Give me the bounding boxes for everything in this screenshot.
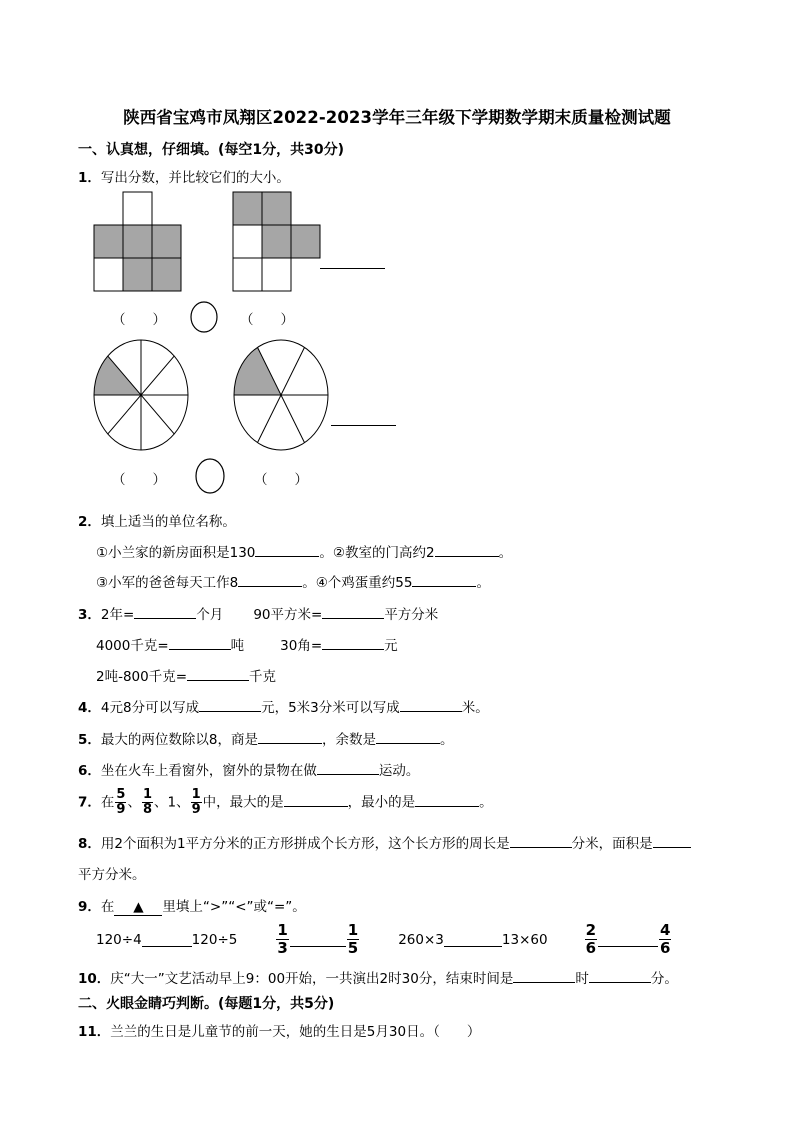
answer-blank[interactable] xyxy=(589,968,651,983)
section-1-heading: 一、认真想，仔细填。(每空1分，共30分) xyxy=(78,142,345,158)
answer-paren-3[interactable]: （ ） xyxy=(112,472,166,488)
fraction-1-5 xyxy=(347,922,359,957)
answer-paren-1[interactable]: （ ） xyxy=(112,312,166,328)
question-number: 9． xyxy=(78,899,101,915)
text: 30角= xyxy=(280,638,323,654)
shaded-circle-1 xyxy=(94,340,190,452)
compare-circle-2[interactable] xyxy=(195,457,227,497)
text: 平方分米 xyxy=(384,607,439,623)
answer-blank[interactable] xyxy=(317,760,379,775)
expression: 260×3 xyxy=(398,931,444,948)
answer-blank[interactable] xyxy=(238,572,302,587)
triangle-icon: ▲ xyxy=(133,899,144,915)
question-11 xyxy=(78,1020,480,1040)
text: ，余数是 xyxy=(322,732,376,748)
fraction-1-9 xyxy=(191,788,202,817)
answer-paren-4[interactable]: （ ） xyxy=(254,472,308,488)
question-text: 写出分数，并比较它们的大小。 xyxy=(100,170,290,186)
answer-blank[interactable] xyxy=(134,604,196,619)
question-number: 10． xyxy=(78,971,111,987)
compare-circle-1[interactable] xyxy=(190,301,220,335)
answer-blank[interactable] xyxy=(258,729,322,744)
question-8 xyxy=(78,832,691,852)
denominator: 9 xyxy=(191,802,201,817)
text: 分米，面积是 xyxy=(571,836,653,852)
question-2-line-2 xyxy=(96,571,490,591)
text: 兰兰的生日是儿童节的前一天，她的生日是5月30日。（ ） xyxy=(110,1024,481,1040)
denominator: 6 xyxy=(585,939,596,957)
question-number: 1． xyxy=(78,170,101,186)
page-title: 陕西省宝鸡市凤翔区2022-2023学年三年级下学期数学期末质量检测试题 xyxy=(123,108,671,127)
expression: 13×60 xyxy=(501,931,548,948)
question-number: 8． xyxy=(78,836,101,852)
expression: 120÷4 xyxy=(96,931,142,948)
answer-blank[interactable] xyxy=(199,697,261,712)
text: 。④个鸡蛋重约55 xyxy=(302,575,413,591)
numerator: 1 xyxy=(347,921,359,939)
denominator: 3 xyxy=(277,939,288,957)
answer-line-grid[interactable] xyxy=(320,268,385,269)
denominator: 8 xyxy=(142,802,152,817)
text: 分。 xyxy=(650,971,678,987)
fraction-5-9 xyxy=(115,788,126,817)
text: 2吨-800千克= xyxy=(96,669,188,685)
question-1 xyxy=(78,166,290,186)
answer-blank[interactable] xyxy=(376,729,440,744)
fraction-2-6 xyxy=(585,922,597,957)
answer-blank[interactable] xyxy=(142,932,192,947)
answer-blank[interactable] xyxy=(322,604,384,619)
fraction-4-6 xyxy=(659,922,671,957)
shaded-circle-2 xyxy=(234,340,330,452)
question-number: 11． xyxy=(78,1024,111,1040)
fraction-1-3 xyxy=(276,922,288,957)
answer-blank[interactable] xyxy=(653,833,691,848)
text: 米。 xyxy=(461,700,489,716)
answer-blank[interactable] xyxy=(412,572,476,587)
text: ③小军的爸爸每天工作8 xyxy=(96,575,239,591)
question-3 xyxy=(78,603,438,623)
denominator: 5 xyxy=(347,939,359,957)
answer-blank[interactable] xyxy=(513,968,575,983)
numerator: 2 xyxy=(585,921,596,939)
fraction-1-8 xyxy=(142,788,153,817)
text: 坐在火车上看窗外，窗外的景物在做 xyxy=(100,763,317,779)
shaded-grid-2 xyxy=(233,192,323,292)
question-5 xyxy=(78,728,454,748)
text: 、 xyxy=(127,794,141,811)
text: 运动。 xyxy=(378,763,420,779)
question-2-line-1 xyxy=(96,541,512,561)
answer-blank[interactable] xyxy=(400,697,462,712)
text: 、1、 xyxy=(154,794,190,811)
question-3-line-2 xyxy=(96,634,398,654)
question-4 xyxy=(78,696,489,716)
text: 里填上“>”“<”或“=”。 xyxy=(162,899,306,915)
text: 2年= xyxy=(100,607,135,623)
question-8-line-2: 平方分米。 xyxy=(78,867,146,883)
denominator: 6 xyxy=(660,939,671,957)
answer-blank[interactable] xyxy=(187,666,249,681)
answer-blank[interactable] xyxy=(284,792,348,807)
answer-blank[interactable] xyxy=(435,542,499,557)
question-10 xyxy=(78,967,678,987)
section-2-heading: 二、火眼金睛巧判断。(每题1分，共5分) xyxy=(78,996,335,1012)
question-9 xyxy=(78,895,306,916)
text: 个月 xyxy=(196,607,224,623)
answer-blank[interactable] xyxy=(322,635,384,650)
text: 4元8分可以写成 xyxy=(100,700,200,716)
question-6 xyxy=(78,759,419,779)
shaded-grid-1 xyxy=(94,192,184,292)
text: 吨 xyxy=(230,638,245,654)
answer-paren-2[interactable]: （ ） xyxy=(240,312,294,328)
answer-line-circle[interactable] xyxy=(331,425,396,426)
text: 元，5米3分米可以写成 xyxy=(261,700,400,716)
numerator: 1 xyxy=(277,921,288,939)
text: 。 xyxy=(479,794,493,811)
triangle-placeholder xyxy=(114,899,162,916)
question-7 xyxy=(78,788,493,817)
question-number: 6． xyxy=(78,763,101,779)
text: 90平方米= xyxy=(253,607,323,623)
text: ①小兰家的新房面积是130 xyxy=(96,545,256,561)
denominator: 9 xyxy=(116,802,126,817)
text: 最大的两位数除以8，商是 xyxy=(100,732,258,748)
question-number: 2． xyxy=(78,514,101,530)
text: 庆“大一”文艺活动早上9：00开始，一共演出2时30分，结束时间是 xyxy=(110,971,514,987)
text: 。②教室的门高约2 xyxy=(319,545,435,561)
text: 千克 xyxy=(249,669,277,685)
question-number: 3． xyxy=(78,607,101,623)
answer-blank[interactable] xyxy=(290,932,346,947)
text: 元 xyxy=(384,638,398,654)
answer-blank[interactable] xyxy=(169,635,231,650)
text: 。 xyxy=(440,732,454,748)
question-number: 5． xyxy=(78,732,101,748)
text: 中，最大的是 xyxy=(202,794,284,811)
question-number: 4． xyxy=(78,700,101,716)
question-number: 7． xyxy=(78,794,101,811)
numerator: 4 xyxy=(660,921,671,939)
question-text: 填上适当的单位名称。 xyxy=(100,514,236,530)
text: 。 xyxy=(498,545,513,561)
numerator: 1 xyxy=(191,787,201,802)
answer-blank[interactable] xyxy=(415,792,479,807)
answer-blank[interactable] xyxy=(510,833,572,848)
question-2 xyxy=(78,510,236,530)
expression: 120÷5 xyxy=(191,931,238,948)
numerator: 5 xyxy=(116,787,126,802)
text: ，最小的是 xyxy=(347,794,416,811)
question-9-items xyxy=(96,922,672,957)
text: 在 xyxy=(100,794,115,811)
text: 4000千克= xyxy=(96,638,169,654)
answer-blank[interactable] xyxy=(255,542,319,557)
question-3-line-3 xyxy=(96,665,276,685)
text: 时 xyxy=(575,971,589,987)
text: 。 xyxy=(476,575,490,591)
answer-blank[interactable] xyxy=(444,932,502,947)
text: 用2个面积为1平方分米的正方形拼成个长方形，这个长方形的周长是 xyxy=(100,836,510,852)
numerator: 1 xyxy=(142,787,152,802)
text: 在 xyxy=(100,899,115,915)
answer-blank[interactable] xyxy=(598,932,658,947)
